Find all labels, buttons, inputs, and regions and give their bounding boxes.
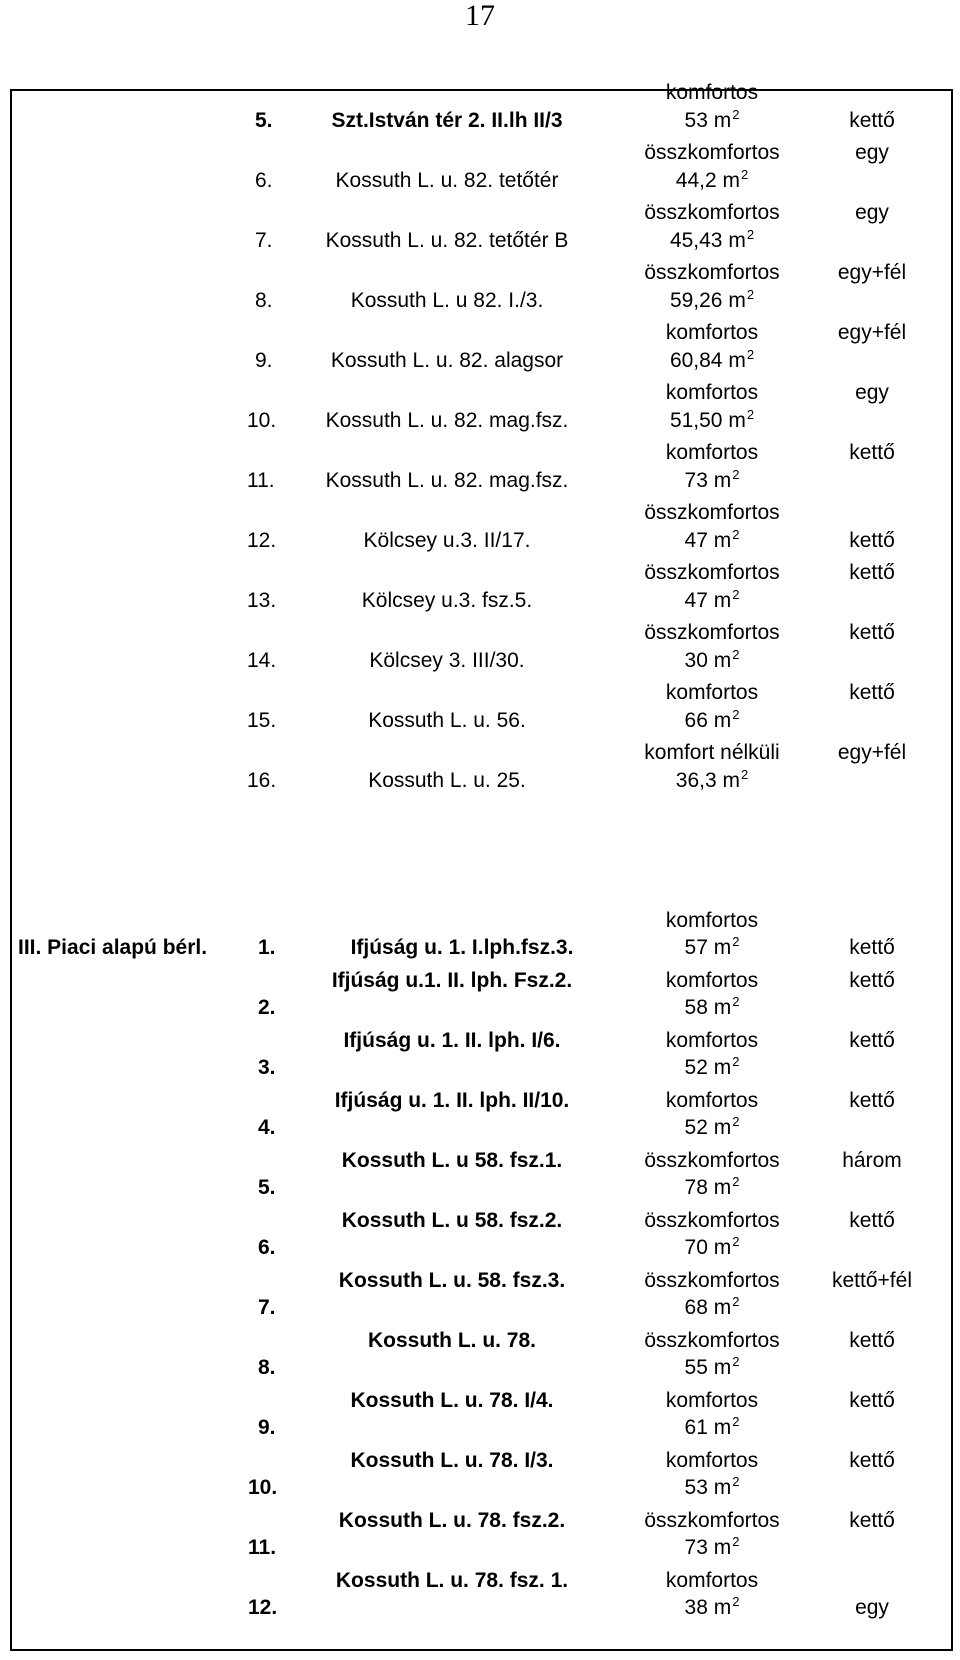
rooms-cell: kettő bbox=[849, 1089, 895, 1112]
area-value: 36,3 m bbox=[675, 769, 740, 792]
row-number: 12. bbox=[247, 529, 277, 552]
address-cell: Kölcsey 3. III/30. bbox=[369, 649, 525, 672]
comfort-cell: összkomfortos bbox=[644, 141, 780, 164]
comfort-cell: összkomfortos bbox=[644, 1209, 780, 1232]
area-cell bbox=[685, 1236, 740, 1260]
table-row bbox=[12, 1569, 952, 1660]
address-cell: Kossuth L. u. 82. alagsor bbox=[330, 349, 564, 372]
area-unit-superscript: 2 bbox=[740, 767, 749, 782]
area-cell bbox=[685, 1476, 740, 1500]
address-cell: Kossuth L. u 82. I./3. bbox=[350, 289, 544, 312]
area-cell bbox=[670, 349, 754, 373]
rooms-cell: kettő bbox=[849, 1509, 895, 1532]
area-value: 45,43 m bbox=[669, 229, 746, 252]
area-unit-superscript: 2 bbox=[732, 1534, 740, 1549]
rooms-cell: három bbox=[842, 1149, 902, 1172]
area-unit-superscript: 2 bbox=[732, 587, 740, 602]
area-cell bbox=[685, 1296, 740, 1320]
table-frame bbox=[10, 81, 953, 1651]
area-value: 78 m bbox=[684, 1176, 732, 1199]
area-value: 66 m bbox=[684, 709, 732, 732]
row-number: 7. bbox=[258, 1296, 276, 1319]
address-cell: Kossuth L. u 58. fsz.1. bbox=[341, 1149, 563, 1172]
address-cell: Kossuth L. u. 78. I/3. bbox=[350, 1449, 554, 1472]
area-cell bbox=[676, 169, 748, 193]
address-cell: Kölcsey u.3. fsz.5. bbox=[361, 589, 533, 612]
row-number: 7. bbox=[255, 229, 273, 252]
area-unit-superscript: 2 bbox=[732, 934, 740, 949]
area-value: 73 m bbox=[684, 469, 732, 492]
rooms-cell: kettő bbox=[849, 621, 895, 644]
area-unit-superscript: 2 bbox=[732, 1234, 740, 1249]
rooms-cell: egy+fél bbox=[837, 321, 907, 344]
area-value: 73 m bbox=[684, 1536, 732, 1559]
area-unit-superscript: 2 bbox=[732, 994, 740, 1009]
area-cell bbox=[685, 1596, 740, 1620]
row-number: 8. bbox=[258, 1356, 276, 1379]
area-unit-superscript: 2 bbox=[732, 527, 740, 542]
row-number: 4. bbox=[258, 1116, 276, 1139]
area-cell bbox=[685, 589, 740, 613]
area-unit-superscript: 2 bbox=[746, 347, 755, 362]
address-cell: Kossuth L. u. 82. mag.fsz. bbox=[325, 469, 569, 492]
area-cell bbox=[676, 769, 748, 793]
area-cell bbox=[685, 109, 740, 133]
rooms-cell: kettő bbox=[849, 936, 895, 959]
comfort-cell: összkomfortos bbox=[644, 621, 780, 644]
address-cell: Ifjúság u. 1. II. lph. I/6. bbox=[343, 1029, 561, 1052]
address-cell: Kossuth L. u. 78. I/4. bbox=[350, 1389, 554, 1412]
comfort-cell: komfortos bbox=[665, 441, 759, 464]
comfort-cell: összkomfortos bbox=[644, 261, 780, 284]
rooms-cell: kettő bbox=[849, 1329, 895, 1352]
row-number: 3. bbox=[258, 1056, 276, 1079]
area-unit-superscript: 2 bbox=[732, 1054, 740, 1069]
address-cell: Kölcsey u.3. II/17. bbox=[363, 529, 531, 552]
row-number: 14. bbox=[247, 649, 277, 672]
address-cell: Kossuth L. u. 25. bbox=[368, 769, 526, 792]
row-number: 11. bbox=[248, 1536, 277, 1559]
area-value: 44,2 m bbox=[675, 169, 740, 192]
rooms-cell: kettő bbox=[849, 969, 895, 992]
area-value: 61 m bbox=[684, 1416, 732, 1439]
area-cell bbox=[685, 1056, 740, 1080]
address-cell: Kossuth L. u. 82. mag.fsz. bbox=[325, 409, 569, 432]
address-cell: Kossuth L. u. 78. fsz.2. bbox=[338, 1509, 566, 1532]
rooms-cell: kettő bbox=[849, 681, 895, 704]
row-number: 9. bbox=[255, 349, 273, 372]
area-unit-superscript: 2 bbox=[746, 227, 755, 242]
comfort-cell: komfortos bbox=[665, 381, 759, 404]
area-unit-superscript: 2 bbox=[732, 1114, 740, 1129]
row-number: 10. bbox=[248, 1476, 278, 1499]
row-number: 9. bbox=[258, 1416, 276, 1439]
area-cell bbox=[670, 229, 754, 253]
address-cell: Ifjúság u. 1. II. lph. II/10. bbox=[334, 1089, 570, 1112]
comfort-cell: komfortos bbox=[665, 1089, 759, 1112]
area-value: 60,84 m bbox=[669, 349, 746, 372]
area-cell bbox=[685, 1176, 740, 1200]
comfort-cell: összkomfortos bbox=[644, 1269, 780, 1292]
area-unit-superscript: 2 bbox=[732, 707, 740, 722]
area-unit-superscript: 2 bbox=[732, 1174, 740, 1189]
area-value: 53 m bbox=[684, 1476, 732, 1499]
area-unit-superscript: 2 bbox=[732, 647, 740, 662]
rooms-cell: egy+fél bbox=[837, 261, 907, 284]
area-value: 51,50 m bbox=[669, 409, 746, 432]
table-row bbox=[12, 383, 952, 447]
table-row bbox=[12, 683, 952, 747]
table-row bbox=[12, 503, 952, 567]
area-value: 47 m bbox=[684, 529, 732, 552]
area-cell bbox=[685, 1416, 740, 1440]
area-cell bbox=[685, 649, 740, 673]
comfort-cell: komfortos bbox=[665, 1029, 759, 1052]
area-value: 55 m bbox=[684, 1356, 732, 1379]
comfort-cell: komfortos bbox=[665, 1569, 759, 1592]
rooms-cell: kettő bbox=[849, 529, 895, 552]
area-value: 38 m bbox=[684, 1596, 732, 1619]
comfort-cell: komfortos bbox=[665, 969, 759, 992]
area-cell bbox=[685, 936, 740, 960]
comfort-cell: összkomfortos bbox=[644, 561, 780, 584]
row-number: 6. bbox=[255, 169, 273, 192]
address-cell: Ifjúság u. 1. I.lph.fsz.3. bbox=[350, 936, 574, 959]
row-number: 11. bbox=[247, 469, 275, 492]
address-cell: Kossuth L. u. 82. tetőtér B bbox=[325, 229, 569, 252]
area-value: 68 m bbox=[684, 1296, 732, 1319]
area-cell bbox=[685, 996, 740, 1020]
comfort-cell: összkomfortos bbox=[644, 501, 780, 524]
address-cell: Ifjúság u.1. II. lph. Fsz.2. bbox=[331, 969, 573, 992]
address-cell: Szt.István tér 2. II.lh II/3 bbox=[331, 109, 563, 132]
row-number: 8. bbox=[255, 289, 273, 312]
rooms-cell: kettő+fél bbox=[832, 1269, 912, 1292]
table-row bbox=[12, 443, 952, 507]
comfort-cell: komfortos bbox=[665, 681, 759, 704]
rooms-cell: egy bbox=[855, 381, 889, 404]
rooms-cell: kettő bbox=[849, 1209, 895, 1232]
area-value: 30 m bbox=[684, 649, 732, 672]
area-cell bbox=[685, 1356, 740, 1380]
rooms-cell: kettő bbox=[849, 1389, 895, 1412]
address-cell: Kossuth L. u. 78. fsz. 1. bbox=[335, 1569, 569, 1592]
section-3-title: III. Piaci alapú bérl. bbox=[18, 936, 208, 959]
area-unit-superscript: 2 bbox=[746, 407, 755, 422]
comfort-cell: összkomfortos bbox=[644, 1329, 780, 1352]
area-value: 53 m bbox=[684, 109, 732, 132]
rooms-cell: kettő bbox=[849, 441, 895, 464]
comfort-cell: összkomfortos bbox=[644, 1149, 780, 1172]
address-cell: Kossuth L. u. 56. bbox=[368, 709, 526, 732]
rooms-cell: kettő bbox=[849, 109, 895, 132]
row-number: 10. bbox=[247, 409, 277, 432]
comfort-cell: komfortos bbox=[665, 909, 759, 932]
area-cell bbox=[685, 709, 740, 733]
address-cell: Kossuth L. u 58. fsz.2. bbox=[341, 1209, 563, 1232]
area-unit-superscript: 2 bbox=[746, 287, 755, 302]
table-row bbox=[12, 743, 952, 807]
rooms-cell: egy bbox=[855, 141, 889, 164]
row-number: 16. bbox=[247, 769, 277, 792]
table-row bbox=[12, 143, 952, 207]
area-value: 70 m bbox=[684, 1236, 732, 1259]
area-value: 59,26 m bbox=[669, 289, 746, 312]
row-number: 2. bbox=[258, 996, 276, 1019]
row-number: 1. bbox=[258, 936, 276, 959]
area-value: 58 m bbox=[684, 996, 732, 1019]
comfort-cell: összkomfortos bbox=[644, 1509, 780, 1532]
table-row bbox=[12, 323, 952, 387]
comfort-cell: komfortos bbox=[665, 81, 759, 104]
rooms-cell: kettő bbox=[849, 1029, 895, 1052]
page-number: 17 bbox=[465, 0, 495, 32]
area-unit-superscript: 2 bbox=[732, 467, 740, 482]
area-value: 57 m bbox=[684, 936, 732, 959]
area-cell bbox=[685, 529, 740, 553]
area-cell bbox=[685, 1116, 740, 1140]
table-row bbox=[12, 263, 952, 327]
area-cell bbox=[670, 289, 754, 313]
area-unit-superscript: 2 bbox=[732, 1594, 740, 1609]
row-number: 12. bbox=[248, 1596, 278, 1619]
row-number: 5. bbox=[258, 1176, 276, 1199]
comfort-cell: komfortos bbox=[665, 321, 759, 344]
table-row bbox=[12, 623, 952, 687]
area-value: 52 m bbox=[684, 1056, 732, 1079]
comfort-cell: komfortos bbox=[665, 1449, 759, 1472]
comfort-cell: összkomfortos bbox=[644, 201, 780, 224]
rooms-cell: egy bbox=[855, 1596, 889, 1619]
comfort-cell: komfort nélküli bbox=[644, 741, 780, 764]
area-unit-superscript: 2 bbox=[732, 1474, 740, 1489]
rooms-cell: egy+fél bbox=[837, 741, 907, 764]
area-value: 52 m bbox=[684, 1116, 732, 1139]
area-unit-superscript: 2 bbox=[732, 1414, 740, 1429]
address-cell: Kossuth L. u. 58. fsz.3. bbox=[338, 1269, 566, 1292]
area-cell bbox=[685, 469, 740, 493]
area-unit-superscript: 2 bbox=[740, 167, 749, 182]
area-unit-superscript: 2 bbox=[732, 1354, 740, 1369]
row-number: 13. bbox=[247, 589, 277, 612]
row-number: 5. bbox=[255, 109, 273, 132]
address-cell: Kossuth L. u. 82. tetőtér bbox=[335, 169, 559, 192]
rooms-cell: egy bbox=[855, 201, 889, 224]
address-cell: Kossuth L. u. 78. bbox=[367, 1329, 537, 1352]
table-row bbox=[12, 563, 952, 627]
area-unit-superscript: 2 bbox=[732, 107, 740, 122]
area-cell bbox=[685, 1536, 740, 1560]
table-row bbox=[12, 83, 952, 147]
rooms-cell: kettő bbox=[849, 561, 895, 584]
area-cell bbox=[670, 409, 754, 433]
area-value: 47 m bbox=[684, 589, 732, 612]
row-number: 6. bbox=[258, 1236, 276, 1259]
table-row bbox=[12, 203, 952, 267]
row-number: 15. bbox=[247, 709, 277, 732]
area-unit-superscript: 2 bbox=[732, 1294, 740, 1309]
comfort-cell: komfortos bbox=[665, 1389, 759, 1412]
rooms-cell: kettő bbox=[849, 1449, 895, 1472]
